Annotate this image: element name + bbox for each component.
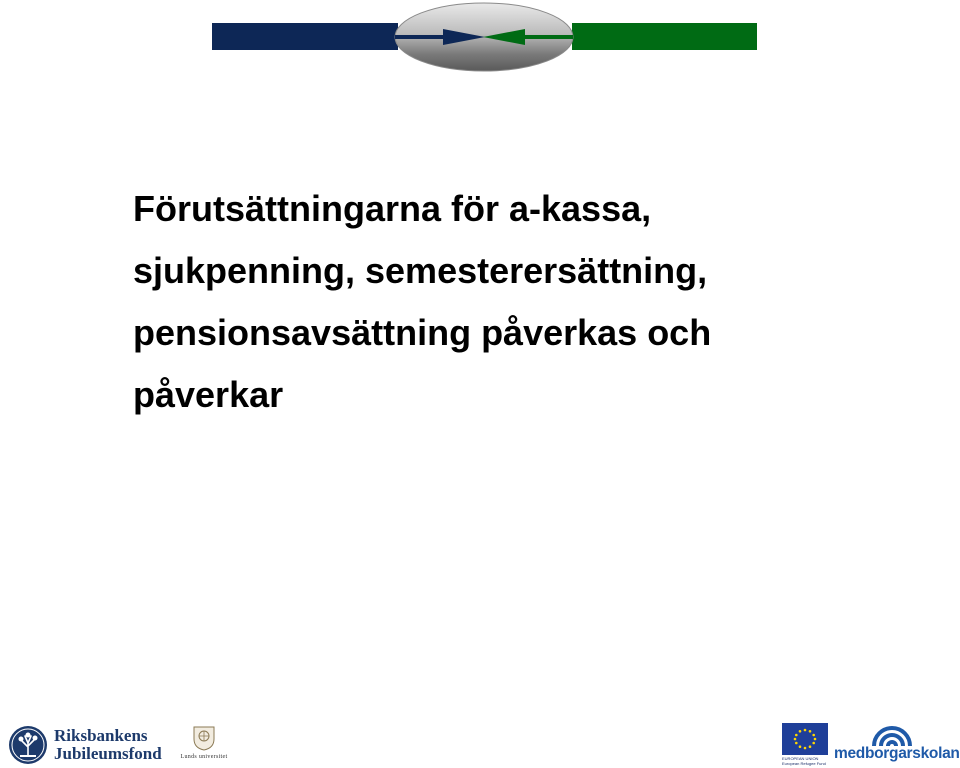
eu-caption: [782, 756, 830, 766]
lund-seal-icon: [192, 725, 216, 751]
eu-logo: [782, 723, 830, 767]
green-bar: [572, 23, 757, 50]
riksbanken-wordmark: [54, 727, 174, 763]
riksbanken-line-1: Riksbankens: [54, 726, 148, 745]
title-line-3: pensionsavsättning påverkas och: [133, 312, 712, 353]
eu-flag-icon: [782, 723, 828, 755]
gray-lens-icon: [393, 2, 575, 72]
medborgarskolan-logo: [834, 725, 958, 765]
eu-caption-line-2: European Refugee Fund: [782, 761, 826, 766]
arcs-icon: [870, 725, 914, 747]
title-line-2: sjukpenning, semesterersättning,: [133, 250, 708, 291]
navy-bar: [212, 23, 398, 50]
slide-title: [133, 178, 893, 426]
lund-label: Lunds universitet: [180, 754, 228, 760]
footer-logos: [0, 715, 960, 768]
title-line-1: Förutsättningarna för a-kassa,: [133, 188, 652, 229]
riksbanken-line-2: Jubileumsfond: [54, 744, 162, 763]
title-line-4: påverkar: [133, 374, 284, 415]
riksbankens-jubileumsfond-logo: [8, 723, 168, 765]
lunds-universitet-logo: [172, 725, 236, 765]
medborgarskolan-wordmark: medborgarskolan: [834, 745, 960, 762]
eu-caption-line-1: EUROPEAN UNION: [782, 756, 819, 761]
header-banner: [0, 0, 960, 80]
tree-emblem-icon: [8, 725, 48, 765]
